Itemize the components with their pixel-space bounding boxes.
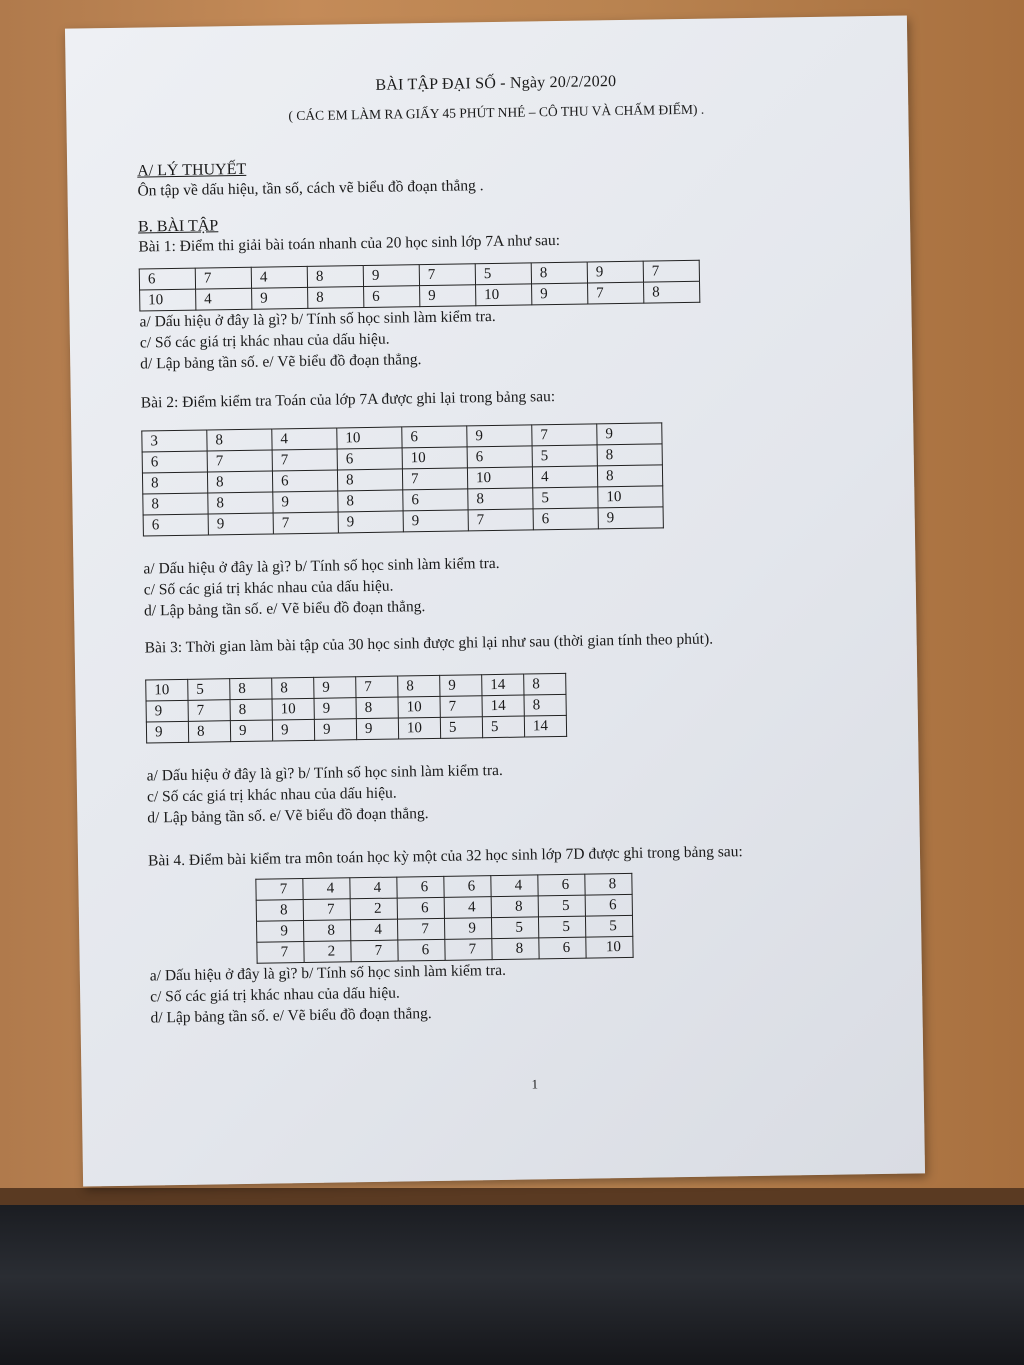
page-subtitle: ( CÁC EM LÀM RA GIẤY 45 PHÚT NHÉ – CÔ THU VÀ CHẤM ĐIỂM) .: [288, 101, 705, 124]
table-cell: 9: [403, 510, 468, 532]
table-cell: 10: [272, 698, 314, 720]
table-cell: 9: [597, 423, 662, 445]
question-line: d/ Lập bảng tần số. e/ Vẽ biểu đồ đoạn thẳng.: [140, 351, 422, 373]
problem-prompt: Bài 1: Điểm thi giải bài toán nhanh của 20 học sinh lớp 7A như sau:: [138, 231, 561, 256]
table-cell: 6: [142, 451, 207, 473]
question-line: c/ Số các giá trị khác nhau của dấu hiệu.: [143, 577, 394, 599]
table-cell: 10: [398, 696, 440, 718]
table-cell: 9: [146, 700, 188, 722]
table-cell: 9: [598, 507, 663, 529]
question-line: a/ Dấu hiệu ở đây là gì? b/ Tính số học sinh làm kiểm tra.: [139, 307, 496, 331]
table-cell: 5: [475, 263, 531, 285]
table-cell: 8: [644, 281, 700, 303]
table-cell: 2: [350, 898, 397, 920]
table-cell: 8: [356, 697, 398, 719]
table-cell: 7: [397, 918, 444, 940]
table-cell: 8: [188, 721, 230, 743]
table-cell: 8: [585, 873, 632, 895]
table-cell: 7: [257, 942, 304, 964]
table-cell: 9: [420, 285, 476, 307]
table-cell: 5: [440, 717, 482, 739]
section-b-heading: B. BÀI TẬP: [137, 217, 219, 236]
table-cell: 8: [303, 920, 350, 942]
table-cell: 7: [303, 899, 350, 921]
table-cell: 8: [308, 287, 364, 309]
question-line: c/ Số các giá trị khác nhau của dấu hiệu.: [139, 330, 390, 352]
table-cell: 14: [524, 715, 566, 737]
table-cell: 9: [208, 513, 273, 535]
table-cell: 4: [491, 875, 538, 897]
table-cell: 7: [588, 282, 644, 304]
table-cell: 14: [482, 674, 524, 696]
table-cell: 9: [363, 265, 419, 287]
table-cell: 7: [468, 509, 533, 531]
table-cell: 9: [444, 918, 491, 940]
question-line: d/ Lập bảng tần số. e/ Vẽ biểu đồ đoạn thẳng.: [150, 1005, 432, 1027]
table-cell: 10: [586, 936, 633, 958]
table-cell: 9: [338, 511, 403, 533]
table-cell: 10: [398, 717, 440, 739]
table-cell: 7: [419, 264, 475, 286]
table-cell: 6: [398, 939, 445, 961]
table-cell: 6: [539, 937, 586, 959]
table-cell: 10: [476, 284, 532, 306]
table-cell: 5: [538, 895, 585, 917]
table-cell: 7: [356, 676, 398, 698]
dark-background: [0, 1205, 1024, 1365]
table-cell: 5: [491, 917, 538, 939]
table-cell: 6: [533, 508, 598, 530]
page-content: [136, 61, 871, 1028]
section-a-text: Ôn tập về dấu hiệu, tần số, cách vẽ biểu đồ đoạn thẳng .: [137, 177, 484, 200]
table-cell: 6: [538, 874, 585, 896]
table-cell: 8: [398, 675, 440, 697]
table-cell: 5: [482, 716, 524, 738]
table-cell: 7: [188, 700, 230, 722]
table-cell: 8: [143, 493, 208, 515]
table-cell: 4: [251, 266, 307, 288]
table-cell: 10: [140, 289, 196, 311]
problem-2: [141, 383, 864, 621]
table-cell: 2: [304, 941, 351, 963]
problem-1: [138, 227, 860, 374]
table-cell: 8: [207, 471, 272, 493]
table-cell: 8: [531, 262, 587, 284]
question-line: c/ Số các giá trị khác nhau của dấu hiệu.: [150, 984, 400, 1006]
table-cell: 9: [467, 425, 532, 447]
table-cell: 14: [482, 695, 524, 717]
table-cell: 8: [597, 444, 662, 466]
table-cell: 9: [314, 677, 356, 699]
table-cell: 4: [350, 919, 397, 941]
table-cell: 7: [273, 512, 338, 534]
table-cell: 8: [207, 429, 272, 451]
table-cell: 7: [351, 940, 398, 962]
problem-prompt: Bài 3: Thời gian làm bài tập của 30 học sinh được ghi lại như sau (thời gian tính theo phút).: [144, 630, 714, 657]
table-cell: 8: [338, 490, 403, 512]
page-number: 1: [531, 1076, 539, 1092]
table-cell: 7: [445, 939, 492, 961]
question-line: a/ Dấu hiệu ở đây là gì? b/ Tính số học sinh làm kiểm tra.: [143, 554, 500, 578]
table-cell: 6: [397, 876, 444, 898]
table-cell: 6: [403, 489, 468, 511]
table-cell: 6: [139, 268, 195, 290]
question-line: d/ Lập bảng tần số. e/ Vẽ biểu đồ đoạn thẳng.: [147, 805, 429, 827]
table-cell: 8: [337, 469, 402, 491]
table-cell: 9: [314, 698, 356, 720]
table-cell: 7: [643, 260, 699, 282]
table-cell: 6: [444, 876, 491, 898]
table-cell: 5: [538, 916, 585, 938]
table-cell: 7: [256, 879, 303, 901]
question-line: a/ Dấu hiệu ở đây là gì? b/ Tính số học sinh làm kiểm tra.: [146, 761, 503, 785]
table-cell: 5: [188, 679, 230, 701]
table-cell: 6: [402, 426, 467, 448]
question-line: d/ Lập bảng tần số. e/ Vẽ biểu đồ đoạn thẳng.: [143, 598, 426, 620]
table-cell: 6: [585, 894, 632, 916]
page-title: BÀI TẬP ĐẠI SỐ - Ngày 20/2/2020: [375, 73, 617, 94]
question-line: c/ Số các giá trị khác nhau của dấu hiệu.: [146, 784, 397, 806]
table-cell: 8: [256, 900, 303, 922]
table-cell: 8: [272, 677, 314, 699]
table-cell: 4: [272, 428, 337, 450]
table-cell: 8: [524, 694, 566, 716]
table-cell: 8: [468, 488, 533, 510]
problem-4: [148, 835, 871, 1028]
table-cell: 4: [532, 466, 597, 488]
table-cell: 7: [195, 267, 251, 289]
table-cell: 6: [467, 446, 532, 468]
table-cell: 6: [364, 286, 420, 308]
problem-prompt: Bài 4. Điểm bài kiểm tra môn toán học kỳ một của 32 học sinh lớp 7D được ghi trong bảng sau:: [147, 843, 743, 870]
table-cell: 8: [208, 492, 273, 514]
table-cell: 8: [230, 699, 272, 721]
table-cell: 6: [337, 448, 402, 470]
table-cell: 8: [524, 673, 566, 695]
table-cell: 4: [444, 897, 491, 919]
problem-prompt: Bài 2: Điểm kiểm tra Toán của lớp 7A được ghi lại trong bảng sau:: [140, 388, 556, 412]
table-cell: 3: [142, 430, 207, 452]
data-table: [141, 422, 664, 536]
table-cell: 9: [273, 491, 338, 513]
table-cell: 9: [146, 721, 188, 743]
section-a-heading: A/ LÝ THUYẾT: [137, 160, 247, 180]
data-table: [255, 873, 633, 964]
table-cell: 4: [350, 877, 397, 899]
table-cell: 8: [491, 896, 538, 918]
table-cell: 7: [532, 424, 597, 446]
table-cell: 9: [272, 719, 314, 741]
table-cell: 9: [532, 283, 588, 305]
table-cell: 9: [356, 718, 398, 740]
table-cell: 9: [587, 261, 643, 283]
table-cell: 6: [143, 514, 208, 536]
table-cell: 9: [252, 287, 308, 309]
table-cell: 9: [440, 675, 482, 697]
table-cell: 7: [272, 449, 337, 471]
table-cell: 10: [337, 427, 402, 449]
table-cell: 8: [597, 465, 662, 487]
table-cell: 10: [467, 467, 532, 489]
table-cell: 9: [230, 720, 272, 742]
table-cell: 8: [492, 938, 539, 960]
table-cell: 8: [142, 472, 207, 494]
table-cell: 9: [314, 719, 356, 741]
table-cell: 5: [533, 487, 598, 509]
table-cell: 4: [196, 288, 252, 310]
table-cell: 8: [230, 678, 272, 700]
table-cell: 7: [402, 468, 467, 490]
question-line: a/ Dấu hiệu ở đây là gì? b/ Tính số học sinh làm kiểm tra.: [149, 961, 507, 985]
table-cell: 7: [207, 450, 272, 472]
table-cell: 8: [307, 266, 363, 288]
table-cell: 7: [440, 696, 482, 718]
table-cell: 5: [585, 915, 632, 937]
data-table: [145, 673, 567, 744]
table-cell: 10: [146, 679, 188, 701]
table-cell: 10: [598, 486, 663, 508]
table-cell: 5: [532, 445, 597, 467]
table-cell: 9: [257, 921, 304, 943]
problem-3: [145, 628, 868, 828]
table-cell: 6: [272, 470, 337, 492]
table-cell: 4: [303, 878, 350, 900]
table-cell: 10: [402, 447, 467, 469]
table-cell: 6: [397, 897, 444, 919]
worksheet-page: [65, 15, 925, 1186]
